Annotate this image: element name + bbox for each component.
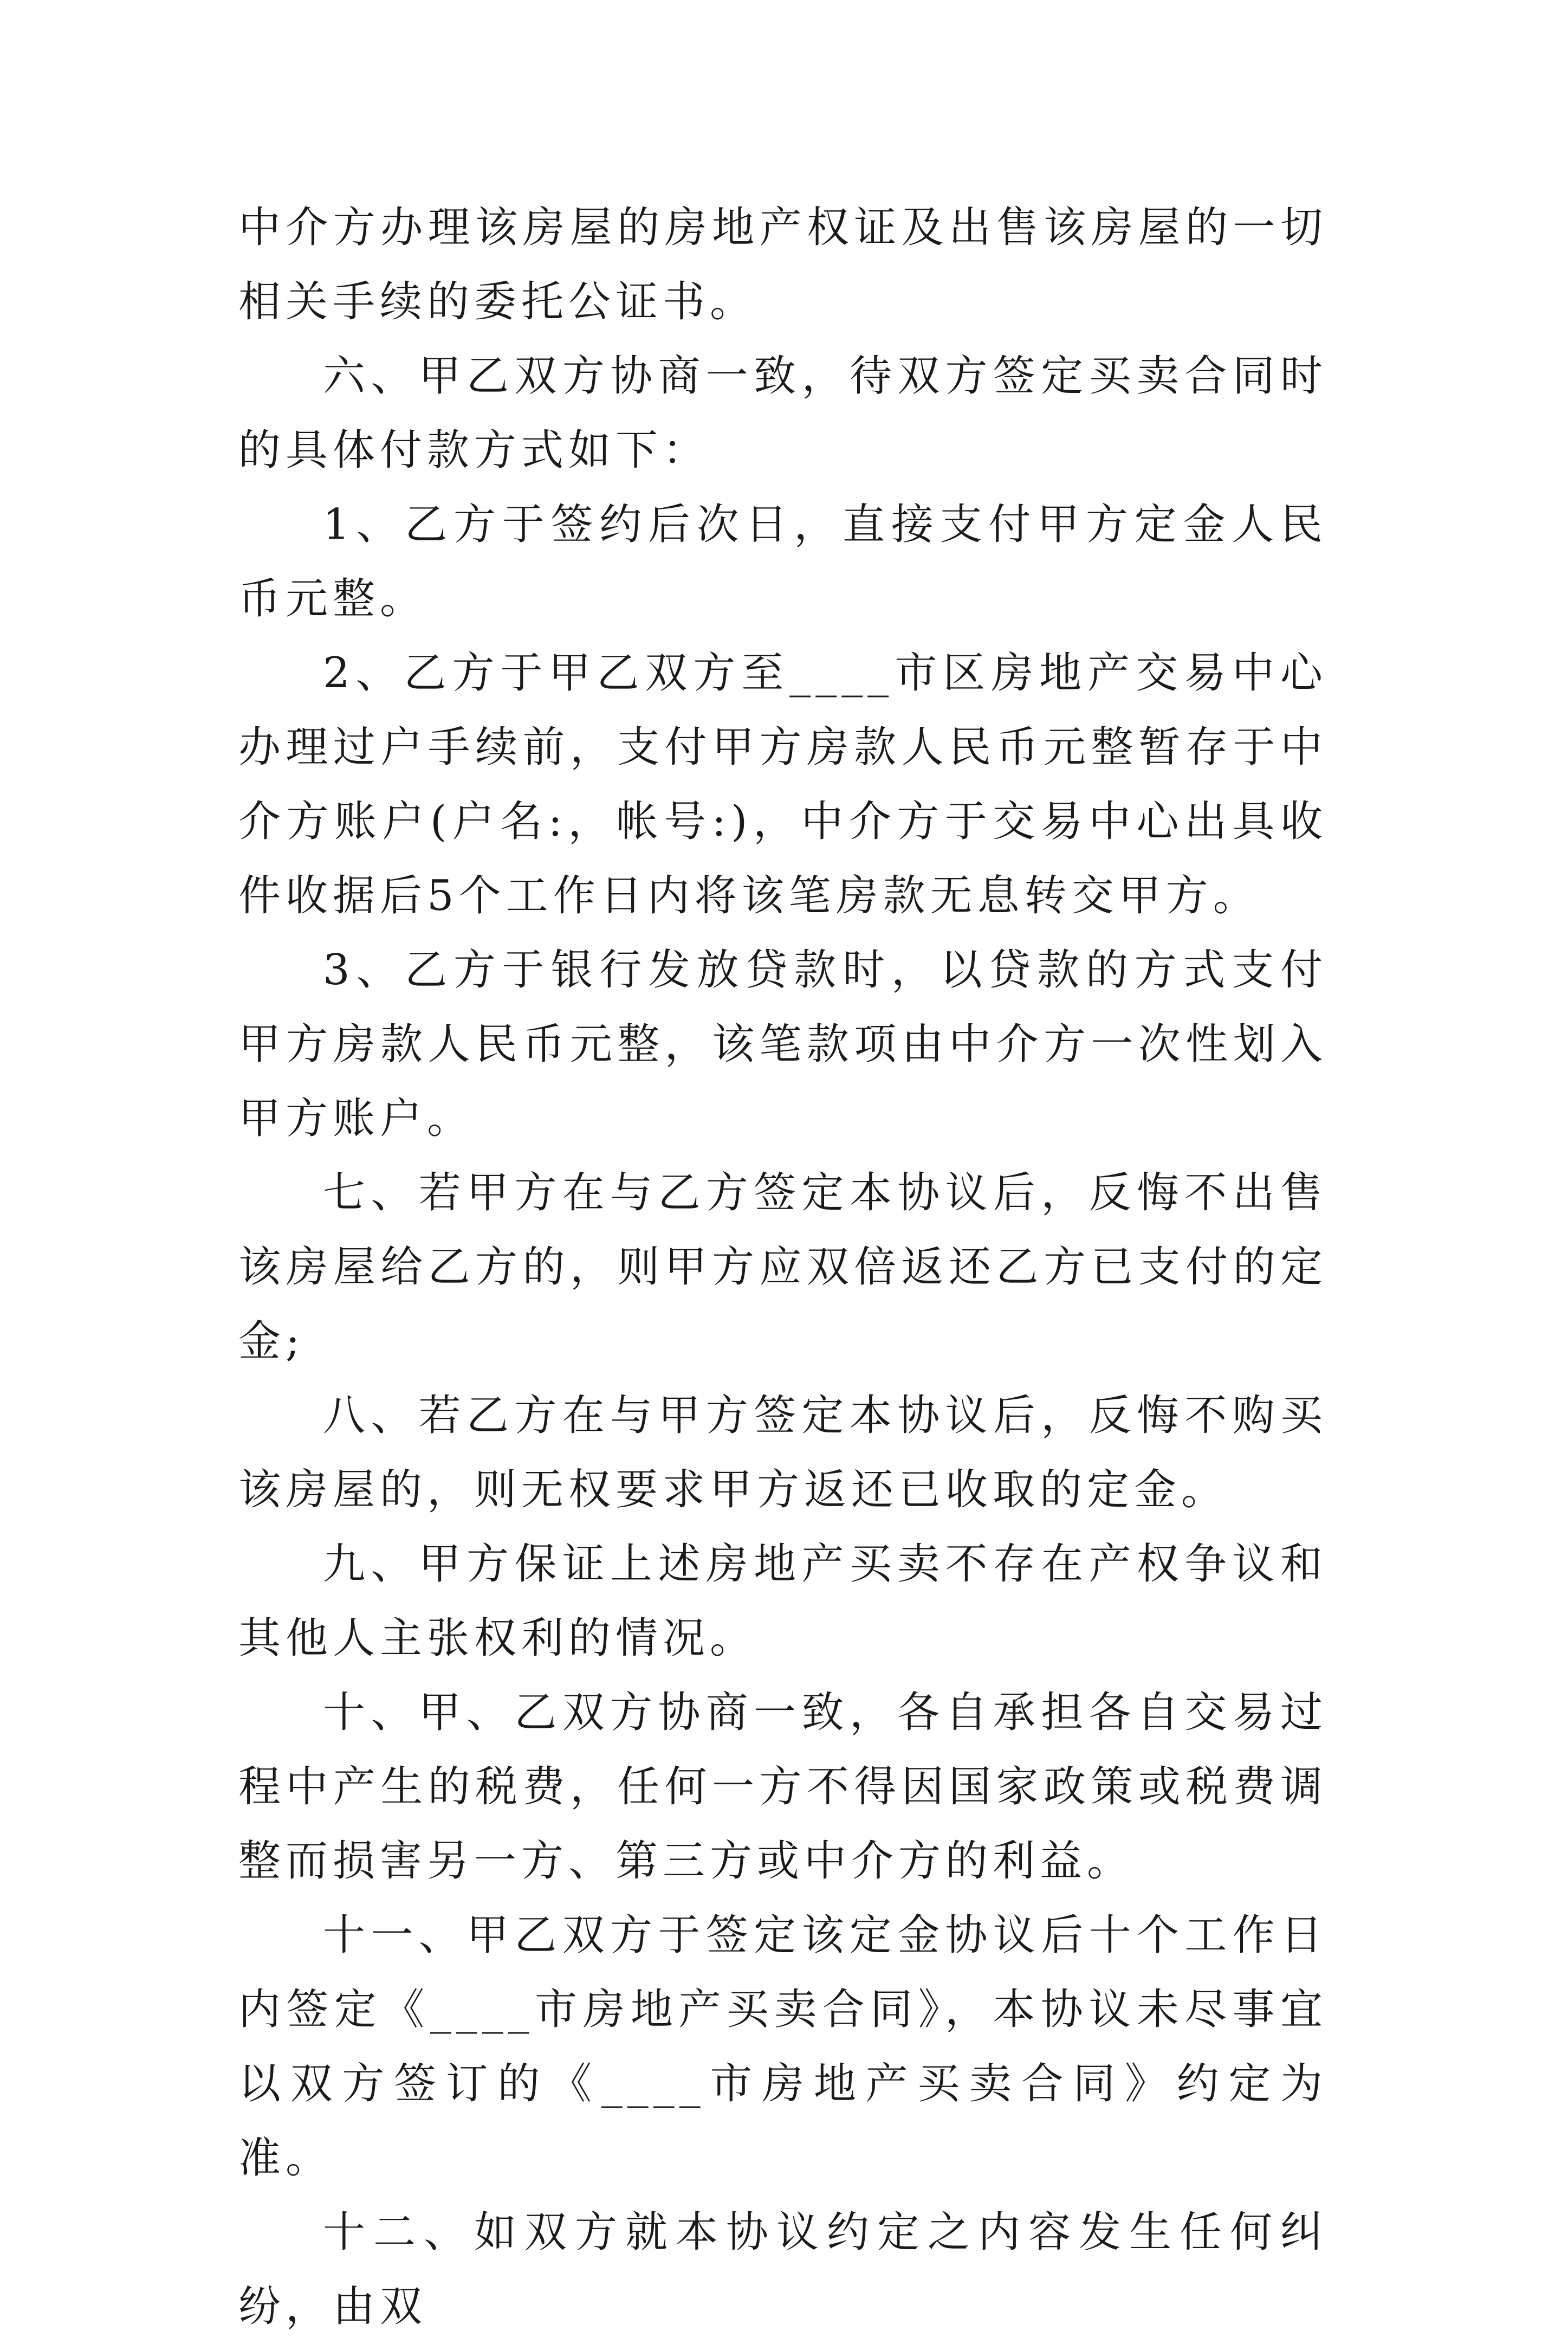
paragraph-clause-6: 六、甲乙双方协商一致，待双方签定买卖合同时的具体付款方式如下：: [238, 352, 1327, 475]
paragraph-clause-11: 十一、甲乙双方于签定该定金协议后十个工作日内签定《____市房地产买卖合同》，本协议未尽事宜以双方签订的《____市房地产买卖合同》约定为准。: [238, 1911, 1327, 2182]
paragraph-clause-6-item-3: 3、乙方于银行发放贷款时，以贷款的方式支付甲方房款人民币元整，该笔款项由中介方一次性划入甲方账户。: [238, 946, 1327, 1143]
paragraph-clause-12: 十二、如双方就本协议约定之内容发生任何纠纷，由双: [238, 2208, 1327, 2331]
document-body: [238, 191, 1327, 2344]
paragraph-clause-7: 七、若甲方在与乙方签定本协议后，反悔不出售该房屋给乙方的，则甲方应双倍返还乙方已支付的定金;: [238, 1168, 1327, 1366]
paragraph-clause-10: 十、甲、乙双方协商一致，各自承担各自交易过程中产生的税费，任何一方不得因国家政策或税费调整而损害另一方、第三方或中介方的利益。: [238, 1688, 1327, 1885]
paragraph-continuation: 中介方办理该房屋的房地产权证及出售该房屋的一切相关手续的委托公证书。: [238, 203, 1327, 326]
paragraph-clause-9: 九、甲方保证上述房地产买卖不存在产权争议和其他人主张权利的情况。: [238, 1540, 1327, 1663]
paragraph-clause-6-item-2: 2、乙方于甲乙双方至____市区房地产交易中心办理过户手续前，支付甲方房款人民币元整暂存于中介方账户(户名:，帐号:)，中介方于交易中心出具收件收据后5个工作日内将该笔房款无息转交甲方。: [238, 649, 1327, 920]
paragraph-clause-6-item-1: 1、乙方于签约后次日，直接支付甲方定金人民币元整。: [238, 500, 1327, 623]
paragraph-clause-8: 八、若乙方在与甲方签定本协议后，反悔不购买该房屋的，则无权要求甲方返还已收取的定金。: [238, 1391, 1327, 1514]
